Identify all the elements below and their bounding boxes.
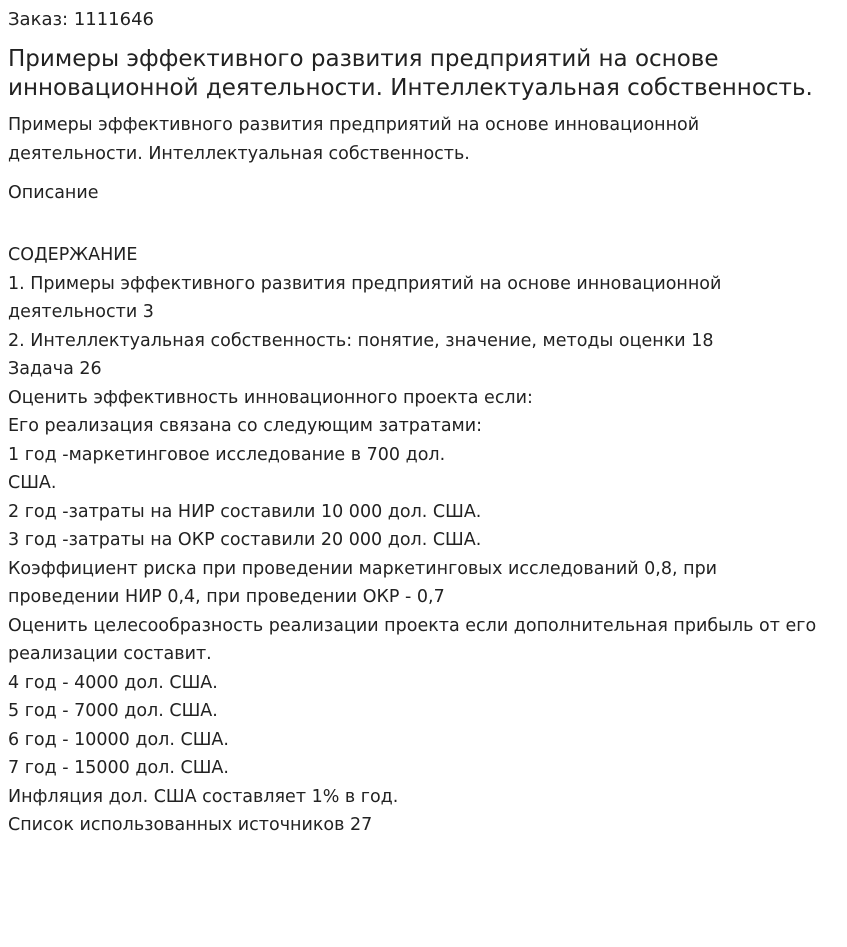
document-page [0, 8, 847, 947]
content-line: 2. Интеллектуальная собственность: понятие, значение, методы оценки 18 [8, 330, 714, 351]
content-line: 1. Примеры эффективного развития предприятий на основе инновационной деятельности 3 [8, 273, 722, 322]
content-line: 1 год -маркетинговое исследование в 700 дол. [8, 444, 446, 465]
content-line: Задача 26 [8, 359, 102, 379]
content-line: Инфляция дол. США составляет 1% в год. [8, 786, 399, 807]
content-heading: СОДЕРЖАНИЕ [8, 245, 138, 265]
content-line: Его реализация связана со следующим затратами: [8, 416, 483, 436]
description-heading: Описание [8, 183, 99, 203]
content-line: США. [8, 473, 57, 493]
content-line: Список использованных источников 27 [8, 815, 373, 835]
summary-text: Примеры эффективного развития предприятий на основе инновационной деятельности. Интеллектуальная собственность. [8, 115, 700, 164]
content-line: 3 год -затраты на ОКР составили 20 000 дол. США. [8, 530, 482, 550]
page-title: Примеры эффективного развития предприятий на основе инновационной деятельности. Интеллектуальная собственность. [8, 46, 813, 101]
content-line: 4 год - 4000 дол. США. [8, 672, 218, 693]
content-line: 7 год - 15000 дол. США. [8, 758, 229, 778]
description-content [8, 241, 827, 840]
content-line: Коэффициент риска при проведении маркетинговых исследований 0,8, при проведении НИР 0,4, при проведении ОКР - 0,7 [8, 558, 718, 607]
content-line: Оценить целесообразность реализации проекта если дополнительная прибыль от его реализации составит. [8, 615, 817, 664]
order-number: Заказ: 1111646 [8, 9, 154, 30]
content-line: 5 год - 7000 дол. США. [8, 701, 218, 721]
content-line: Оценить эффективность инновационного проекта если: [8, 387, 533, 408]
content-line: 6 год - 10000 дол. США. [8, 729, 229, 750]
content-line: 2 год -затраты на НИР составили 10 000 дол. США. [8, 501, 482, 522]
